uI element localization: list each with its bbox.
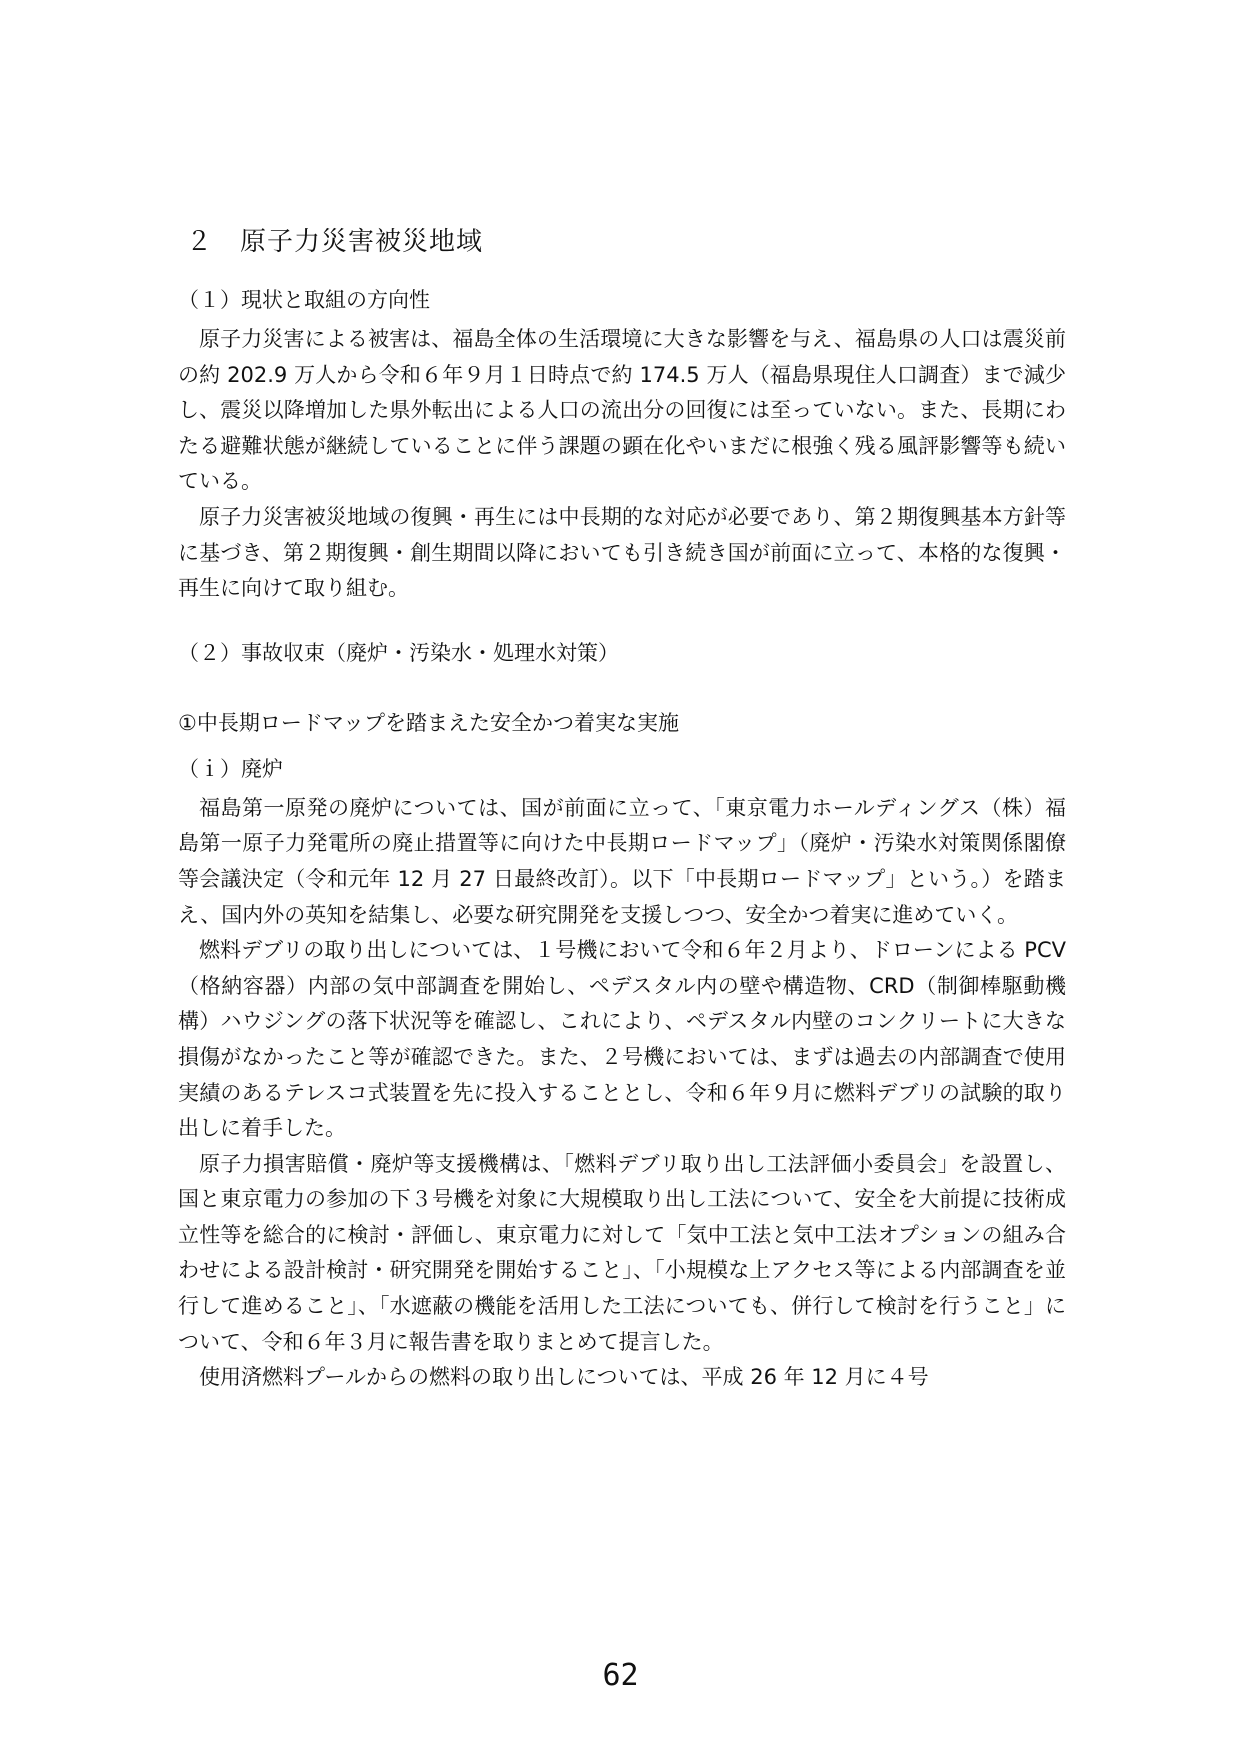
item-subheading-i: （ｉ）廃炉 — [178, 756, 283, 781]
paragraph: 原子力災害被災地域の復興・再生には中長期的な対応が必要であり、第２期復興基本方針等に基づき、第２期復興・創生期間以降においても引き続き国が前面に立って、本格的な復興・再生に向けて取り組む。 — [178, 504, 1066, 601]
subsection-heading-2: （２）事故収束（廃炉・汚染水・処理水対策） — [178, 640, 619, 665]
page-content — [178, 222, 1066, 1396]
item-heading-1: ①中長期ロードマップを踏まえた安全かつ着実な実施 — [178, 710, 679, 735]
spacer — [178, 607, 1066, 637]
paragraph: 原子力災害による被害は、福島全体の生活環境に大きな影響を与え、福島県の人口は震災前の約 202.9 万人から令和６年９月１日時点で約 174.5 万人（福島県現住人口調査）まで減少し、震災以降増加した県外転出による人口の流出分の回復には至っていない。また、長期にわたる避難状態が継続していることに伴う課題の顕在化やいまだに根強く残る風評影響等も続いている。 — [178, 327, 1066, 494]
spacer — [178, 683, 1066, 707]
subsection-heading-1: （１）現状と取組の方向性 — [178, 288, 430, 312]
paragraph: 使用済燃料プールからの燃料の取り出しについては、平成 26 年 12 月に４号 — [199, 1365, 929, 1390]
page-number: 62 — [602, 1658, 639, 1693]
paragraph: 原子力損害賠償・廃炉等支援機構は、「燃料デブリ取り出し工法評価小委員会」を設置し、国と東京電力の参加の下３号機を対象に大規模取り出し工法について、安全を大前提に技術成立性等を総合的に検討・評価し、東京電力に対して「気中工法と気中工法オプションの組み合わせによる設計検討・研究開発を開始すること」、「小規模な上アクセス等による内部調査を並行して進めること」、「水遮蔽の機能を活用した工法についても、併行して検討を行うこと」について、令和６年３月に報告書を取りまとめて提言した。 — [178, 1151, 1066, 1354]
paragraph: 福島第一原発の廃炉については、国が前面に立って、「東京電力ホールディングス（株）福島第一原子力発電所の廃止措置等に向けた中長期ロードマップ」（廃炉・汚染水対策関係閣僚等会議決定（令和元年 12 月 27 日最終改訂）。以下「中長期ロードマップ」という。）を踏まえ、国内外の英知を結集し、必要な研究開発を支援しつつ、安全かつ着実に進めていく。 — [178, 795, 1066, 927]
paragraph: 燃料デブリの取り出しについては、１号機において令和６年２月より、ドローンによる PCV（格納容器）内部の気中部調査を開始し、ペデスタル内の壁や構造物、CRD（制御棒駆動機構）ハウジングの落下状況等を確認し、これにより、ペデスタル内壁のコンクリートに大きな損傷がなかったこと等が確認できた。また、２号機においては、まずは過去の内部調査で使用実績のあるテレスコ式装置を先に投入することとし、令和６年９月に燃料デブリの試験的取り出しに着手した。 — [178, 938, 1066, 1141]
section-title: ２ 原子力災害被災地域 — [186, 227, 484, 257]
